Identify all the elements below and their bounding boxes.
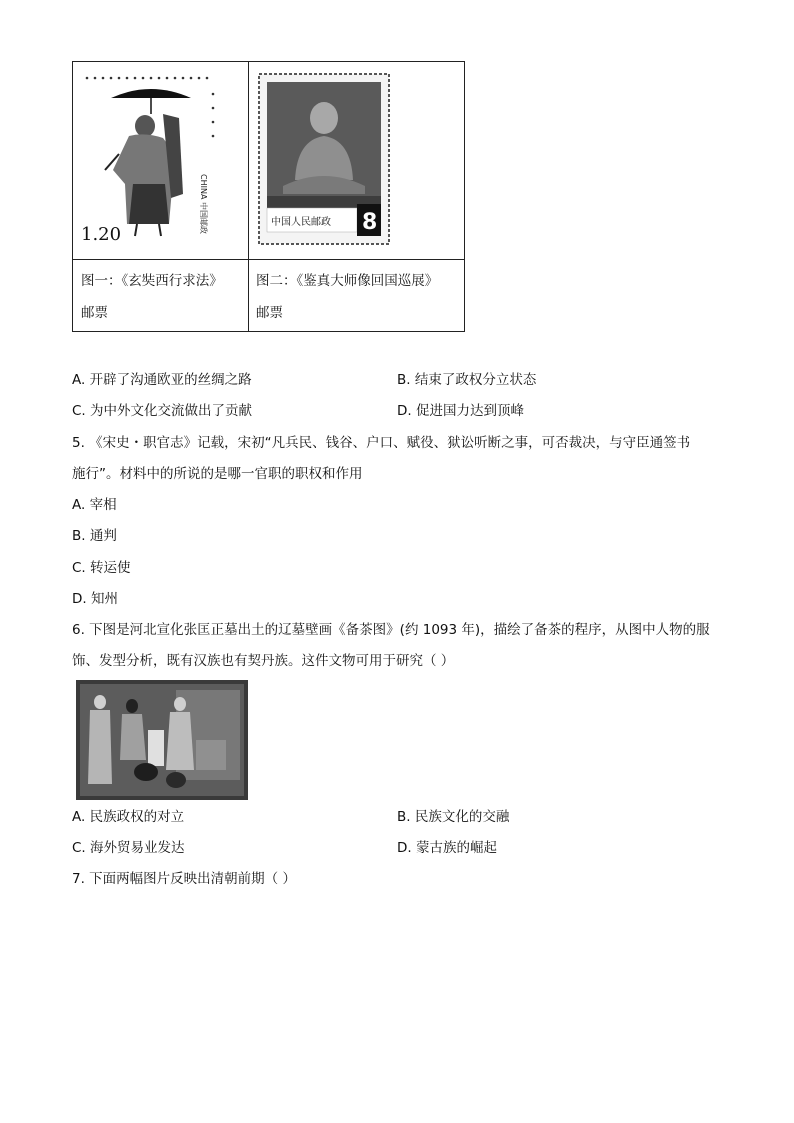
stamp1-image [79, 74, 219, 246]
caption2-suffix: 邮票 [256, 305, 283, 321]
q5-stem-line1: 5. 《宋史・职官志》记载，宋初“凡兵民、钱谷、户口、赋役、狱讼听断之事，可否裁决，与守臣通签书 [72, 435, 691, 451]
q5-option-c: C. 转运使 [72, 560, 131, 576]
table-divider-horizontal [73, 259, 464, 260]
table-divider-vertical [248, 62, 249, 331]
q5-stem-line2: 施行”。材料中的所说的是哪一官职的职权和作用 [72, 466, 363, 482]
q4-option-a: A. 开辟了沟通欧亚的丝绸之路 [72, 372, 252, 388]
stamp-table [72, 61, 465, 332]
caption1: 图一：《玄奘西行求法》 [81, 273, 223, 289]
q6-option-d: D. 蒙古族的崛起 [397, 840, 497, 856]
q7-stem: 7. 下面两幅图片反映出清朝前期（ ） [72, 871, 296, 887]
q6-option-c: C. 海外贸易业发达 [72, 840, 185, 856]
q6-option-b: B. 民族文化的交融 [397, 809, 510, 825]
q4-option-b: B. 结束了政权分立状态 [397, 372, 537, 388]
q5-option-b: B. 通判 [72, 528, 117, 544]
q5-option-a: A. 宰相 [72, 497, 117, 513]
q4-option-c: C. 为中外文化交流做出了贡献 [72, 403, 253, 419]
q4-option-d: D. 促进国力达到顶峰 [397, 403, 524, 419]
q6-stem-line1: 6. 下图是河北宣化张匡正墓出土的辽墓壁画《备茶图》(约 1093 年)，描绘了备茶的程序，从图中人物的服 [72, 622, 710, 638]
caption2: 图二：《鉴真大师像回国巡展》 [256, 273, 439, 289]
stamp2-country-text: 中国人民邮政 [271, 217, 331, 228]
stamp2-denomination: 8 [362, 210, 378, 235]
stamp2-image [253, 70, 399, 250]
stamp1-denomination: 1.20 [81, 224, 122, 245]
q6-option-a: A. 民族政权的对立 [72, 809, 185, 825]
q6-stem-line2: 饰、发型分析，既有汉族也有契丹族。这件文物可用于研究（ ） [72, 653, 455, 669]
caption1-suffix: 邮票 [81, 305, 108, 321]
mural-image [76, 680, 248, 800]
q5-option-d: D. 知州 [72, 591, 118, 607]
stamp1-country-text: CHINA 中国邮政 [199, 174, 208, 234]
